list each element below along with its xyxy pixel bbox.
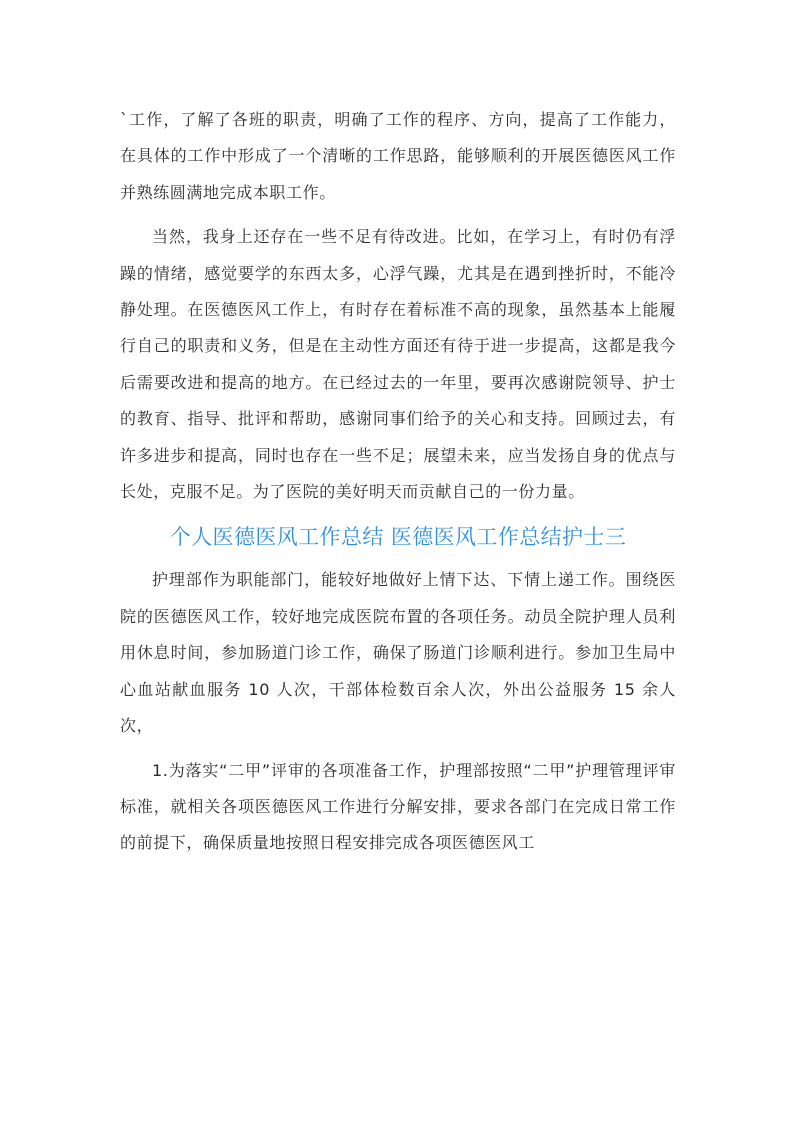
paragraph-item-1: 1.为落实“二甲”评审的各项准备工作，护理部按照“二甲”护理管理评审标准，就相关各项医德医风工作进行分解安排，要求各部门在完成日常工作的前提下，确保质量地按照日程安排完成各项医德医风工 xyxy=(120,760,676,853)
paragraph-shortcomings: 当然，我身上还存在一些不足有待改进。比如，在学习上，有时仍有浮躁的情绪，感觉要学的东西太多，心浮气躁，尤其是在遇到挫折时，不能冷静处理。在医德医风工作上，有时存在着标准不高的现象，虽然基本上能履行自己的职责和义务，但是在主动性方面还有待于进一步提高，这都是我今后需要改进和提高的地方。在已经过去的一年里，要再次感谢院领导、护士的教育、指导、批评和帮助，感谢同事们给予的关心和支持。回顾过去，有许多进步和提高，同时也存在一些不足；展望未来，应当发扬自身的优点与长处，克服不足。为了医院的美好明天而贡献自己的一份力量。 xyxy=(120,227,676,502)
paragraph-continuation: `工作，了解了各班的职责，明确了工作的程序、方向，提高了工作能力，在具体的工作中形成了一个清晰的工作思路，能够顺利的开展医德医风工作并熟练圆满地完成本职工作。 xyxy=(120,110,676,202)
paragraph-nursing-dept: 护理部作为职能部门，能较好地做好上情下达、下情上递工作。围绕医院的医德医风工作，较好地完成医院布置的各项任务。动员全院护理人员利用休息时间，参加肠道门诊工作，确保了肠道门诊顺利进行。参加卫生局中心血站献血服务 10 人次，干部体检数百余人次，外出公益服务 15 余人次， xyxy=(120,570,676,736)
section-heading: 个人医德医风工作总结 医德医风工作总结护士三 xyxy=(169,525,627,550)
document-body xyxy=(120,102,676,862)
